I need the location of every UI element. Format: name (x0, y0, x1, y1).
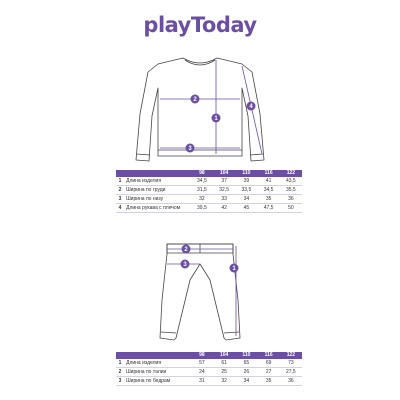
marker-2 (182, 245, 191, 254)
pants-diagram (0, 240, 400, 352)
marker-1 (212, 114, 221, 123)
svg-text:3: 3 (183, 262, 187, 268)
table-row: 2 Ширина по груди 31,5 32,5 33,5 34,5 35,5 (116, 186, 302, 195)
svg-text:1: 1 (232, 266, 236, 272)
pants-outline (160, 244, 240, 340)
size-116: 116 (257, 170, 279, 177)
pants-sketch (0, 240, 400, 352)
table-row: 3 Ширина по низу 32 33 34 35 36 (116, 195, 302, 204)
size-110: 110 (235, 352, 257, 359)
shirt-size-table (116, 170, 302, 213)
svg-text:2: 2 (193, 97, 197, 103)
table-row: 3 Ширина по бедрам 31 32 34 35 36 (116, 377, 302, 386)
table-row: 2 Ширина по талии 24 25 26 27 27,5 (116, 368, 302, 377)
size-98: 98 (191, 170, 213, 177)
shirt-diagram (0, 44, 400, 168)
marker-3 (181, 260, 190, 269)
marker-4 (247, 102, 256, 111)
size-122: 122 (280, 170, 302, 177)
marker-2 (191, 95, 200, 104)
marker-1 (230, 264, 239, 273)
svg-text:1: 1 (214, 116, 218, 122)
table-row: 1 Длина изделия 57 61 65 69 73 (116, 359, 302, 368)
pants-size-table (116, 352, 302, 386)
size-header-row (116, 170, 302, 177)
table-row: 4 Длина рукава с плечом 39,5 42 45 47,5 50 (116, 204, 302, 213)
size-122: 122 (280, 352, 302, 359)
size-header-row (116, 352, 302, 359)
size-104: 104 (213, 352, 235, 359)
marker-3 (186, 144, 195, 153)
svg-text:4: 4 (249, 104, 253, 110)
brand-logo: playToday (143, 13, 257, 37)
svg-text:3: 3 (188, 146, 192, 152)
shirt-outline (136, 58, 264, 161)
table-row: 1 Длина изделия 34,5 37 39 41 43,5 (116, 177, 302, 186)
svg-text:2: 2 (184, 247, 188, 253)
size-116: 116 (257, 352, 279, 359)
shirt-sketch (0, 44, 400, 168)
size-104: 104 (213, 170, 235, 177)
size-110: 110 (235, 170, 257, 177)
size-98: 98 (191, 352, 213, 359)
